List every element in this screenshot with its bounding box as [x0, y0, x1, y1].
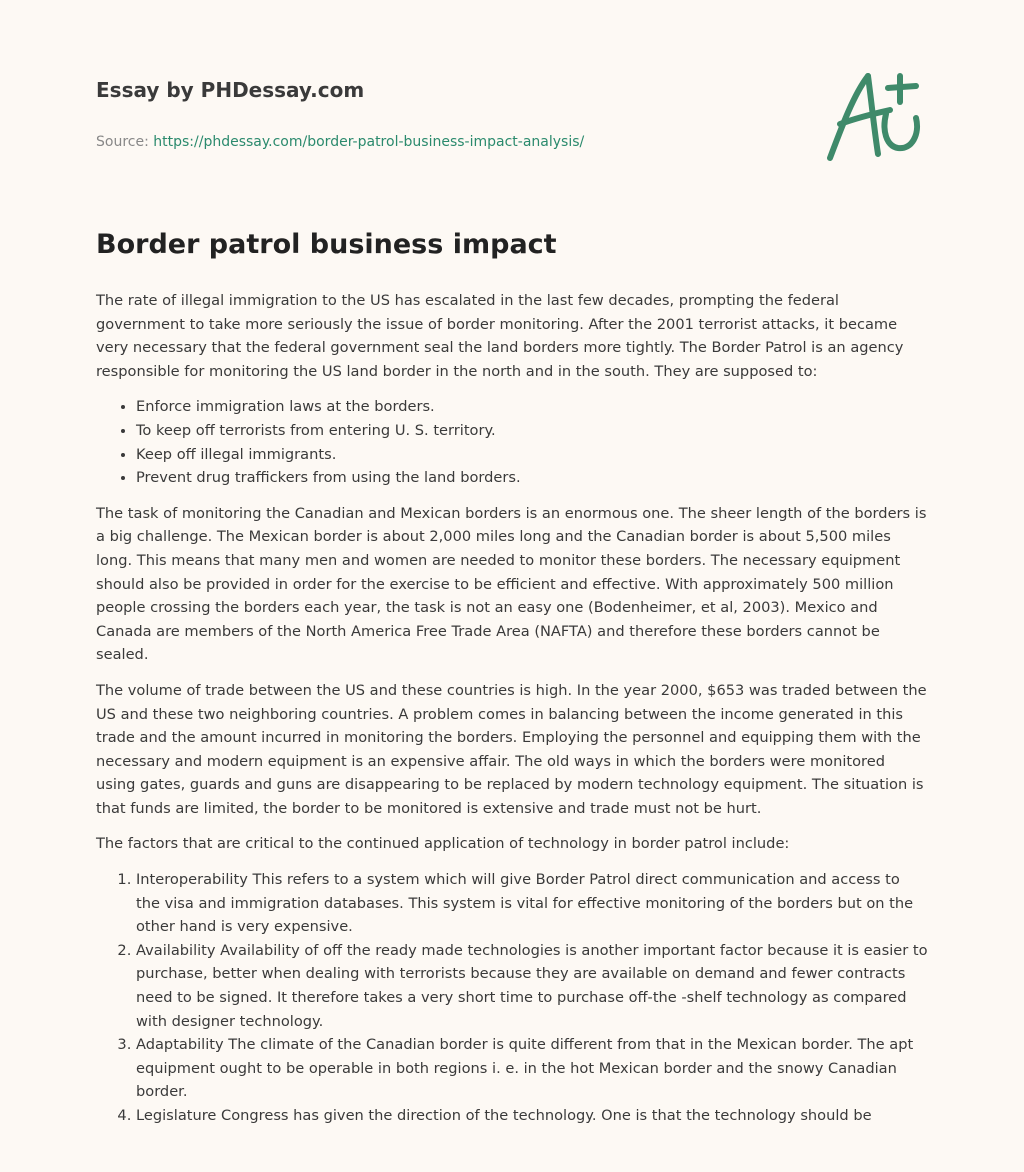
list-item: • Prevent drug traffickers from using the land borders. [136, 466, 928, 490]
source-label: Source: [96, 134, 154, 150]
paragraph: The factors that are critical to the continued application of technology in border patrol include: [96, 835, 790, 853]
page-header [96, 76, 796, 152]
source-line [96, 132, 796, 152]
article-title: Border patrol business impact [96, 229, 557, 260]
list-item: • To keep off terrorists from entering U. S. territory. [136, 419, 928, 443]
list-item: • Enforce immigration laws at the borders. [136, 395, 928, 419]
paragraph: The volume of trade between the US and these countries is high. In the year 2000, $653 was traded between the US and these two neighboring countries. A problem comes in balancing between the income generated in this trade and the amount incurred in monitoring the borders. Employing the personnel and equipping them with the necessary and modern equipment is an expensive affair. The old ways in which the borders were monitored using gates, guards and guns are disappearing to be replaced by modern technology equipment. The situation is that funds are limited, the border to be monitored is extensive and trade must not be hurt. [96, 681, 927, 817]
site-title: Essay by PHDessay.com [96, 78, 365, 102]
list-item: 4. Legislature Congress has given the direction of the technology. One is that the technology should be [136, 1104, 928, 1128]
paragraph: The rate of illegal immigration to the US has escalated in the last few decades, prompting the federal government to take more seriously the issue of border monitoring. After the 2001 terrorist attacks, it became very necessary that the federal government seal the land borders more tightly. The Border Patrol is an agency responsible for monitoring the US land border in the north and in the south. They are supposed to: [96, 292, 904, 380]
paragraph: The task of monitoring the Canadian and Mexican borders is an enormous one. The sheer length of the borders is a big challenge. The Mexican border is about 2,000 miles long and the Canadian border is about 5,500 miles long. This means that many men and women are needed to monitor these borders. The necessary equipment should also be provided in order for the exercise to be efficient and effective. With approximately 500 million people crossing the borders each year, the task is not an easy one (Bodenheimer, et al, 2003). Mexico and Canada are members of the North America Free Trade Area (NAFTA) and therefore these borders cannot be sealed. [96, 504, 927, 664]
list-item: 1. Interoperability This refers to a system which will give Border Patrol direct communication and access to the visa and immigration databases. This system is vital for effective monitoring of the borders but on the other hand is very expensive. [136, 868, 928, 939]
article [96, 225, 928, 1140]
numbered-list [96, 868, 928, 1128]
list-item: 3. Adaptability The climate of the Canadian border is quite different from that in the Mexican border. The apt equipment ought to be operable in both regions i. e. in the hot Mexican border and the snowy Canadian border. [136, 1033, 928, 1104]
source-link[interactable]: https://phdessay.com/border-patrol-business-impact-analysis/ [153, 134, 585, 150]
a-plus-logo-icon [820, 66, 930, 166]
bullet-list [96, 395, 928, 489]
list-item: • Keep off illegal immigrants. [136, 443, 928, 467]
list-item: 2. Availability Availability of off the ready made technologies is another important factor because it is easier to purchase, better when dealing with terrorists because they are available on demand and fewer contracts need to be signed. It therefore takes a very short time to purchase off-the -shelf technology as compared with designer technology. [136, 939, 928, 1033]
